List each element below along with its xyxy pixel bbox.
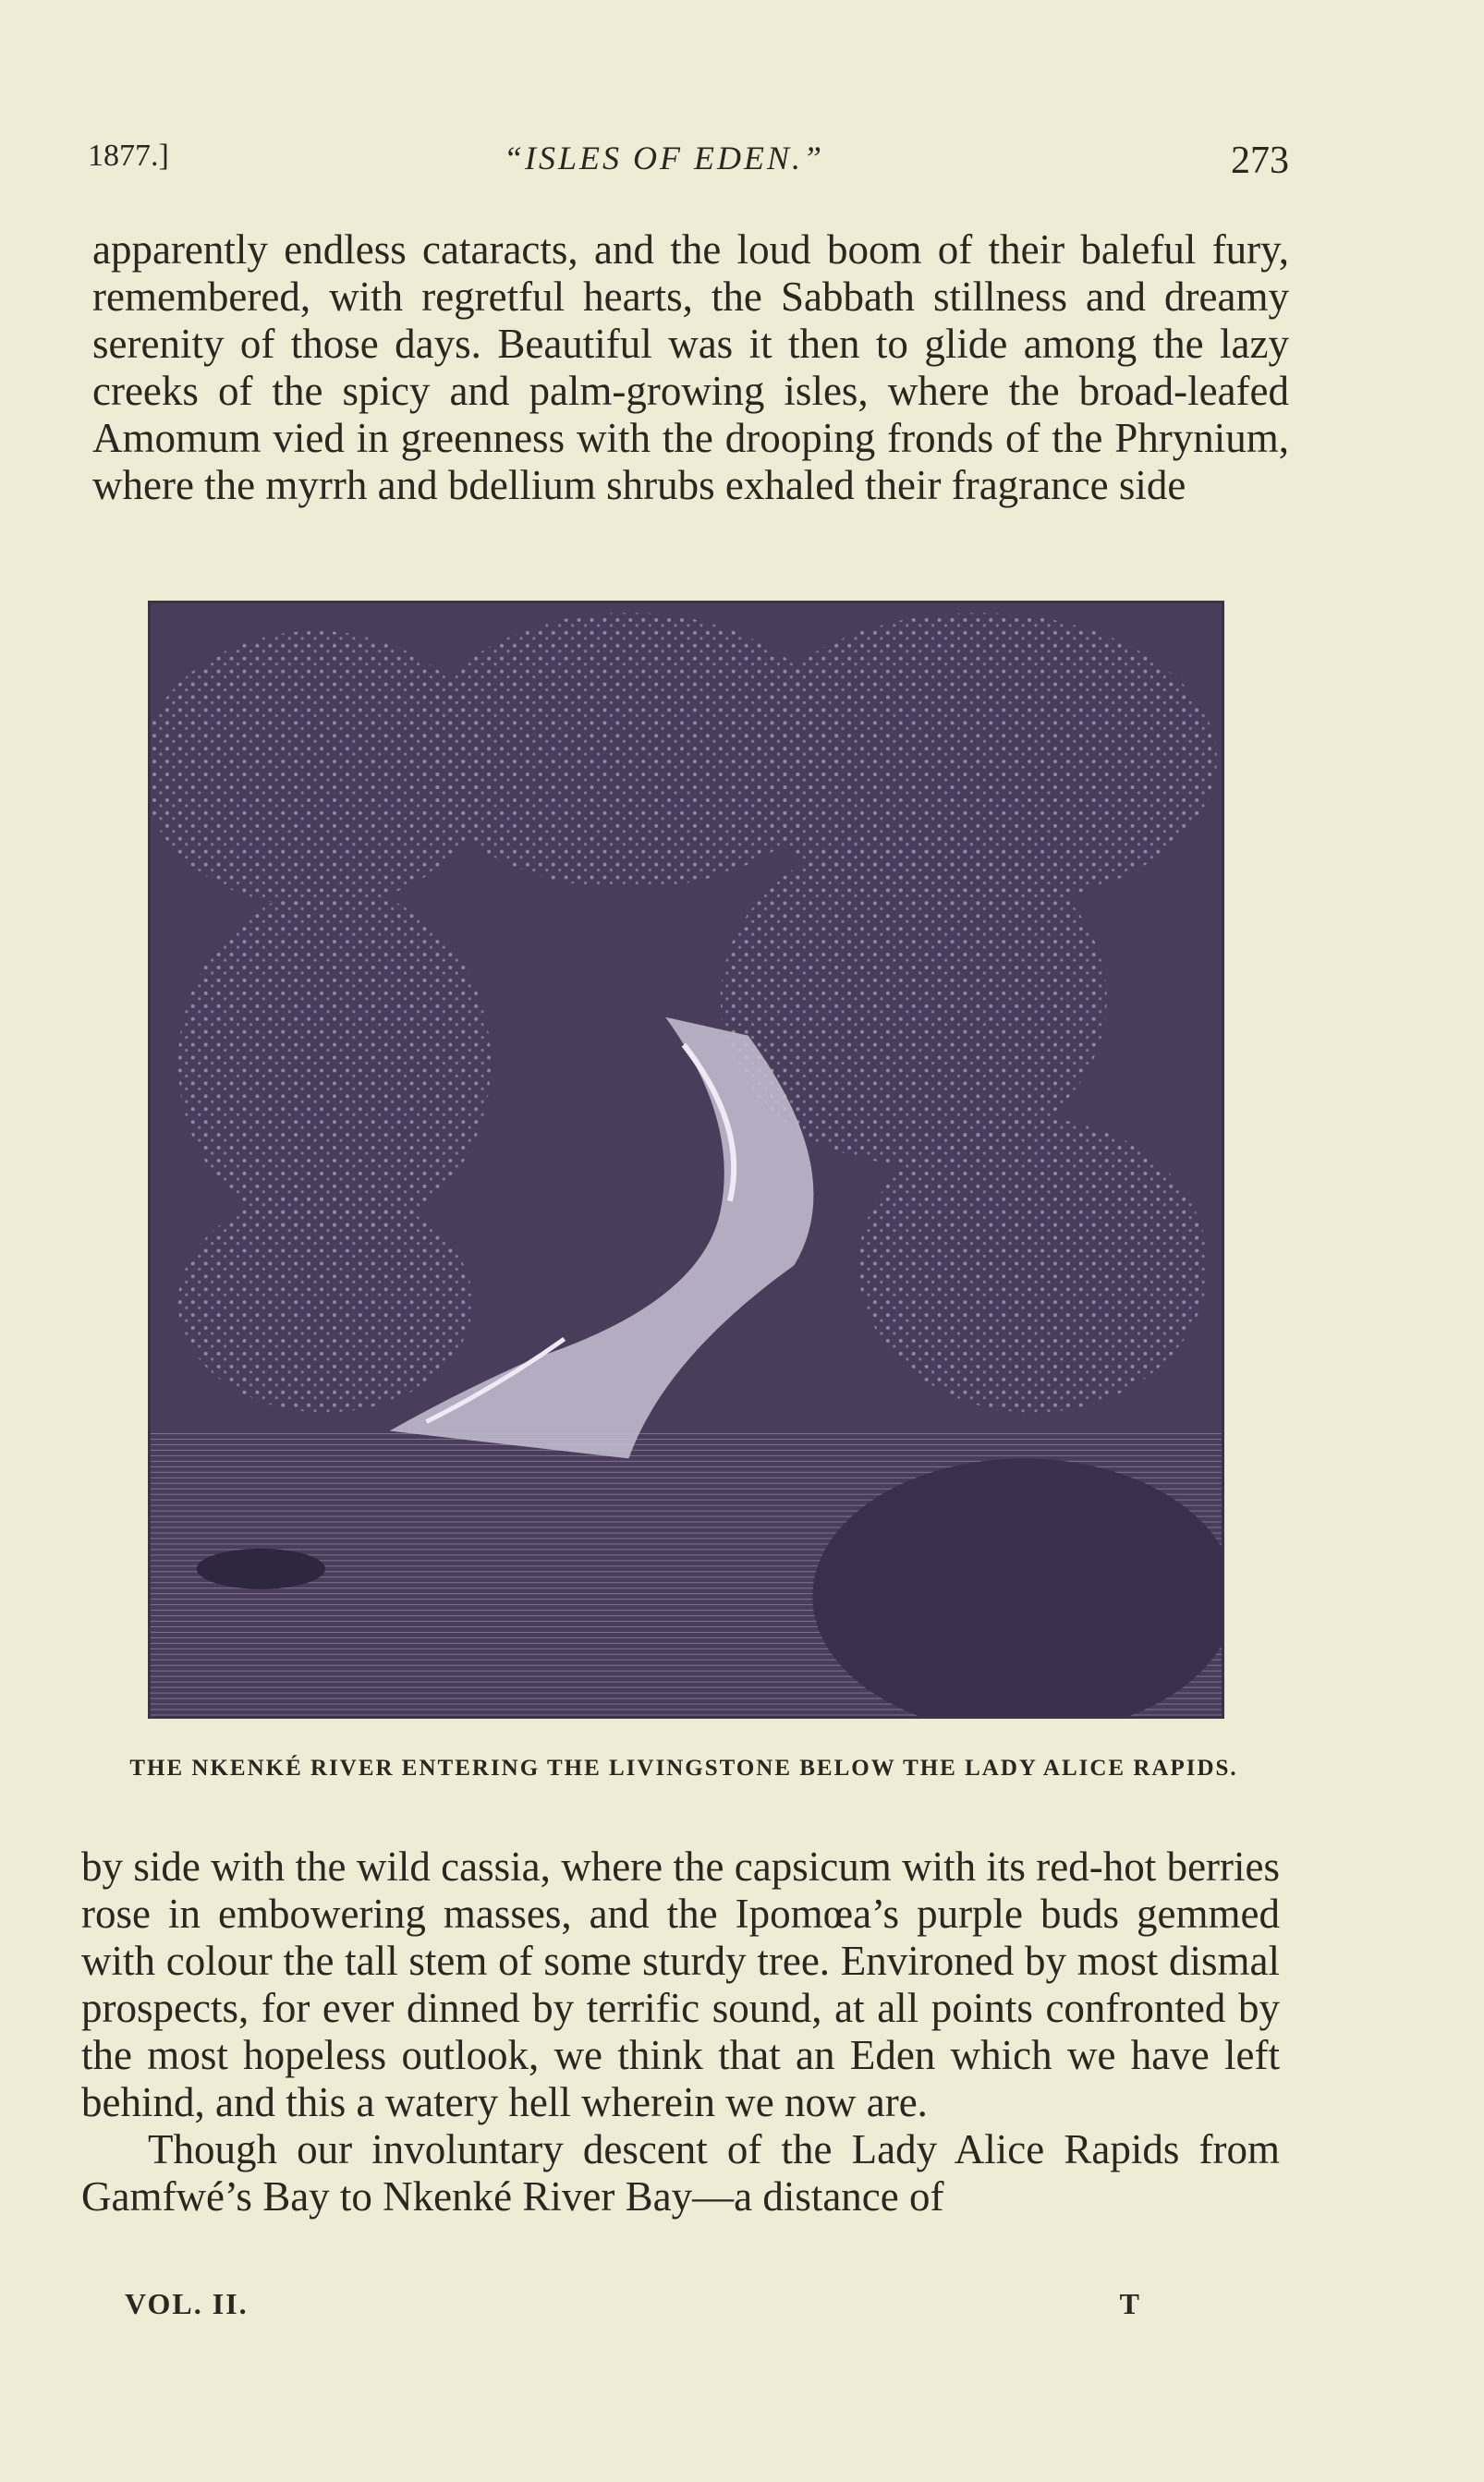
- waterfall-engraving: [151, 603, 1222, 1716]
- page-footer: [125, 2287, 1141, 2333]
- signature-mark: T: [1119, 2287, 1141, 2320]
- running-head-title: “ISLES OF EDEN.”: [504, 140, 825, 176]
- body-text-top: [92, 226, 1289, 509]
- figure-caption: THE NKENKÉ RIVER ENTERING THE LIVINGSTONE BELOW THE LADY ALICE RAPIDS.: [129, 1756, 1238, 1781]
- paragraph-continued: apparently endless cataracts, and the loud boom of their baleful fury, remembered, with regretful hearts, the Sabbath stillness and dreamy serenity of those days. Beautiful was it then to glide among the lazy creeks of the spicy and palm-growing isles, where the broad-leafed Amomum vied in greenness with the drooping fronds of the Phrynium, where the myrrh and bdellium shrubs exhaled their fragrance side: [92, 226, 1289, 508]
- body-text-bottom: [81, 1843, 1280, 2220]
- page-number: 273: [1231, 140, 1289, 182]
- engraving-illustration: [148, 601, 1224, 1719]
- paragraph-continued-after-figure: by side with the wild cassia, where the capsicum with its red-hot berries rose in embowering masses, and the Ipomœa’s purple buds gemmed with colour the tall stem of some sturdy tree. Environed by most dismal prospects, for ever dinned by terrific sound, at all points confronted by the most hopeless outlook, we think that an Eden which we have left behind, and this a watery hell wherein we now are.: [81, 1843, 1280, 2125]
- volume-marker: VOL. II.: [125, 2287, 249, 2320]
- running-head-year: 1877.]: [88, 139, 169, 173]
- running-head: [88, 139, 1289, 194]
- paragraph-new: Though our involuntary descent of the Lady Alice Rapids from Gamfwé’s Bay to Nkenké River Bay—a distance of: [81, 2126, 1280, 2220]
